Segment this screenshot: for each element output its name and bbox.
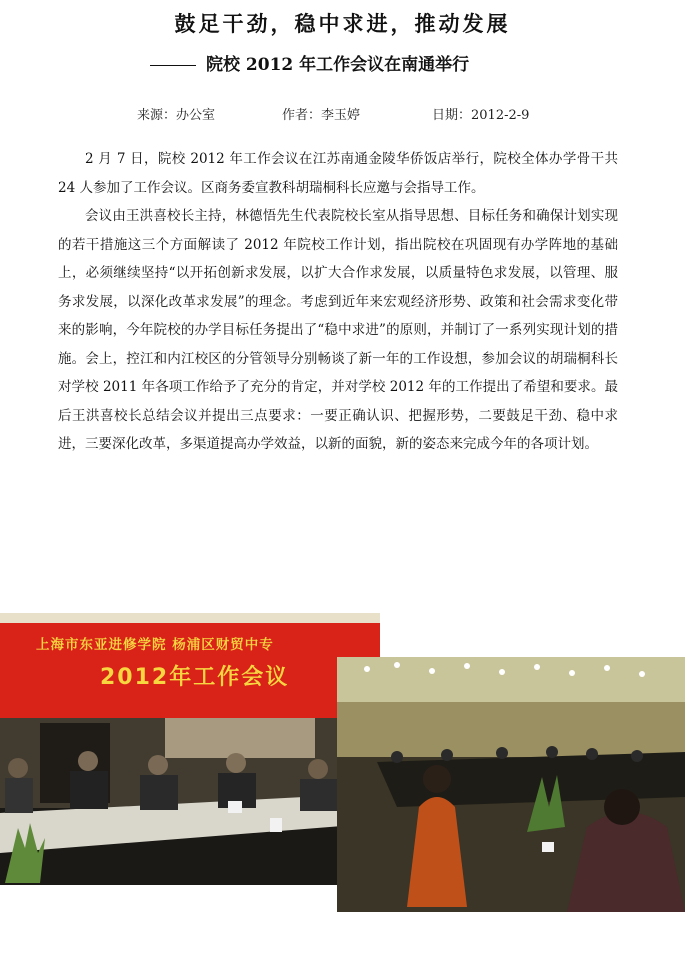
meeting-photo-right-scene (337, 657, 685, 912)
subtitle-dash (150, 65, 196, 66)
meeting-photo-left (0, 613, 380, 885)
banner-line-1: 上海市东亚进修学院 杨浦区财贸中专 (36, 637, 274, 653)
article-subtitle (150, 50, 550, 75)
meta-author: 作者：李玉婷 (282, 108, 361, 123)
article-paragraph-1: 2 月 7 日，院校 2012 年工作会议在江苏南通金陵华侨饭店举行，院校全体办学骨干共 24 人参加了工作会议。区商务委宣教科胡瑞桐科长应邀与会指导工作。 (58, 151, 618, 196)
subtitle-text: 院校 2012 年工作会议在南通举行 (206, 55, 470, 75)
article-title: 鼓足干劲，稳中求进，推动发展 (174, 11, 511, 36)
meta-date: 日期：2012-2-9 (432, 108, 530, 123)
article-paragraph-2: 会议由王洪喜校长主持，林德悟先生代表院校长室从指导思想、目标任务和确保计划实现的若干措施这三个方面解读了 2012 年院校工作计划，指出院校在巩固现有办学阵地的基础上，必须继续坚持“以开拓创新求发展，以扩大合作求发展，以质量特色求发展，以管理、服务求发展，以深化改革求发展”的理念。考虑到近年来宏观经济形势、政策和社会需求变化带来的影响，今年院校的办学目标任务提出了“稳中求进”的原则，并制订了一系列实现计划的措施。会上，控江和内江校区的分管领导分别畅谈了新一年的工作设想，参加会议的胡瑞桐科长对学校 2011 年各项工作给予了充分的肯定，并对学校 2012 年的工作提出了希望和要求。最后王洪喜校长总结会议并提出三点要求：一要正确认识、把握形势，二要鼓足干劲、稳中求进，三要深化改革，多渠道提高办学效益，以新的面貌，新的姿态来完成今年的各项计划。 (58, 208, 618, 452)
meeting-photo-right (337, 657, 685, 912)
meta-source: 来源：办公室 (137, 108, 216, 123)
banner-line-2: 2012年工作会议 (100, 665, 290, 690)
article-body (58, 145, 618, 459)
